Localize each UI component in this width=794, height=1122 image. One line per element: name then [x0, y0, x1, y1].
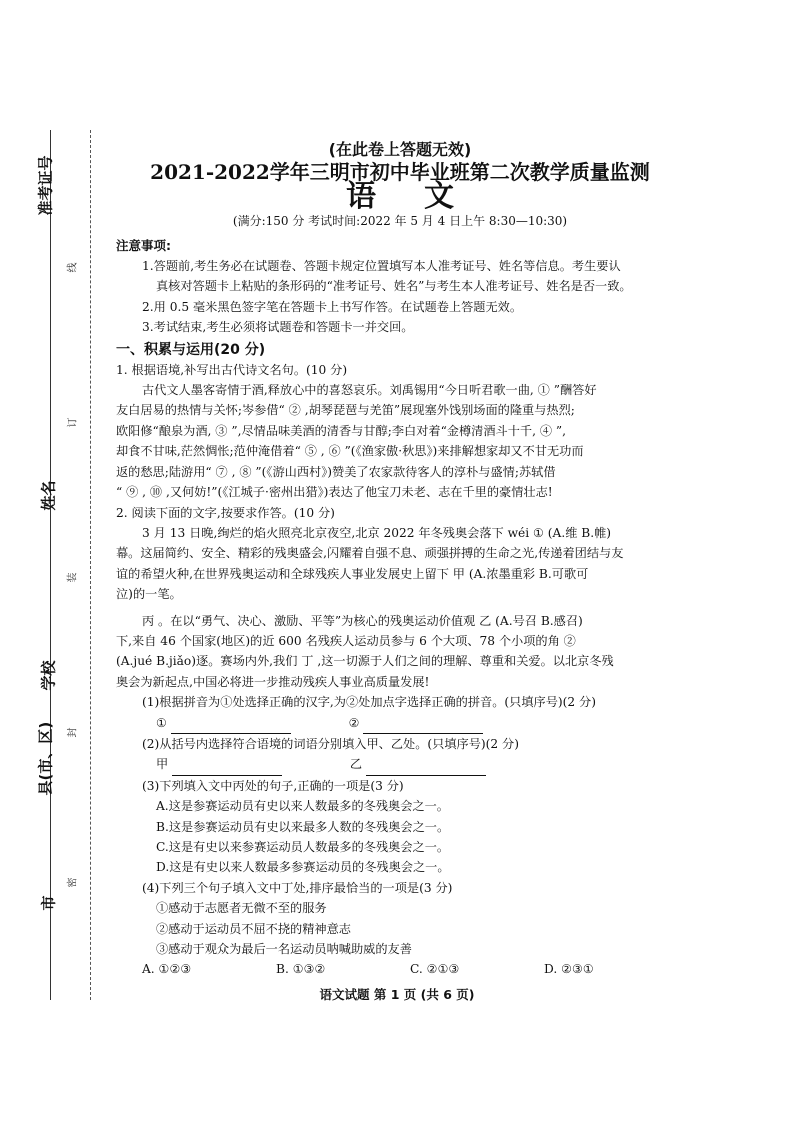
- binding-mark-ding: 订: [67, 417, 79, 428]
- q1-line: 古代文人墨客寄情于酒,释放心中的喜怒哀乐。刘禹锡用“今日听君歌一曲, ① ”酬答好: [142, 383, 597, 398]
- q2-passage-line: 3 月 13 日晚,绚烂的焰火照亮北京夜空,北京 2022 年冬残奥会落下 wéi ① (A.维 B.帷): [142, 525, 612, 540]
- instruction-item: 1.答题前,考生务必在试题卷、答题卡规定位置填写本人准考证号、姓名等信息。考生要认: [142, 259, 621, 274]
- choice-option: A.这是参赛运动员有史以来人数最多的冬残奥会之一。: [156, 799, 449, 814]
- answer-blank-label: 乙: [349, 757, 362, 772]
- instructions-title: 注意事项:: [116, 237, 171, 253]
- q2-passage-line: (A.jué B.jiǎo)逐。赛场内外,我们 丁 ,这一切源于人们之间的理解、尊重和关爱。以北京冬残: [116, 654, 614, 669]
- exam-content: [116, 140, 684, 980]
- q2-sub1-answers: [116, 713, 684, 734]
- question-1-stem: 1. 根据语境,补写出古代诗文名句。(10 分): [116, 362, 348, 377]
- sentence-item: ①感动于志愿者无微不至的服务: [156, 901, 327, 916]
- binding-mark-feng: 封: [67, 727, 79, 738]
- exam-number-label: 准考证号: [36, 155, 55, 216]
- q2-passage-line: 下,来自 46 个国家(地区)的近 600 名残疾人运动员参与 6 个大项、78 个小项的角 ②: [116, 633, 576, 648]
- q1-line: 却食不甘味,茫然惆怅;范仲淹借着“ ⑤ , ⑥ ”(《渔家傲·秋思》)来排解想家却又不甘无功而: [116, 444, 584, 459]
- name-label: 姓名: [39, 480, 58, 511]
- county-label: 县(市、区): [36, 721, 55, 796]
- binding-mark-mi: 密: [67, 877, 79, 888]
- page-footer: 语文试题 第 1 页 (共 6 页): [319, 987, 475, 1002]
- binding-mark-line: 线: [67, 262, 79, 273]
- binding-mark-zhuang: 装: [67, 572, 79, 583]
- q1-line: 欧阳修“酿泉为酒, ③ ”,尽情品味美酒的清香与甘醇;李白对着“金樽清酒斗十千, ④ ”,: [116, 423, 567, 438]
- instruction-item: 真核对答题卡上粘贴的条形码的“准考证号、姓名”与考生本人准考证号、姓名是否一致。: [156, 279, 632, 294]
- question-2-stem: 2. 阅读下面的文字,按要求作答。(10 分): [116, 505, 335, 520]
- sentence-item: ②感动于运动员不屈不挠的精神意志: [156, 921, 351, 936]
- q2-sub2-answers: [116, 754, 684, 775]
- choice-option: D.这是有史以来人数最多参赛运动员的冬残奥会之一。: [156, 860, 450, 875]
- choice-option: D. ②③①: [544, 962, 594, 977]
- instruction-item: 3.考试结束,考生必须将试题卷和答题卡一并交回。: [142, 320, 414, 335]
- answer-blank-label: 甲: [156, 757, 169, 772]
- q2-sub1: (1)根据拼音为①处选择正确的汉字,为②处加点字选择正确的拼音。(只填序号)(2 分): [142, 695, 596, 710]
- q2-passage-line: 泣)的一笔。: [116, 587, 182, 602]
- answer-blank[interactable]: [171, 713, 291, 734]
- q1-line: 友白居易的热情与关怀;岑参借“ ② ,胡琴琵琶与羌笛”展现塞外饯别场面的隆重与热烈;: [116, 403, 575, 418]
- school-label: 学校: [39, 660, 58, 691]
- q2-passage-line: 丙 。在以“勇气、决心、激励、平等”为核心的残奥运动价值观 乙 (A.号召 B.感召): [142, 613, 583, 628]
- choice-option: C. ②①③: [410, 962, 460, 977]
- answer-blank[interactable]: [172, 754, 282, 775]
- answer-blank[interactable]: [363, 713, 483, 734]
- q2-passage-line: 幕。这届简约、安全、精彩的残奥盛会,闪耀着自强不息、顽强拼搏的生命之光,传递着团结与友: [116, 546, 624, 561]
- q2-sub2: (2)从括号内选择符合语境的词语分别填入甲、乙处。(只填序号)(2 分): [142, 736, 519, 751]
- sentence-item: ③感动于观众为最后一名运动员呐喊助威的友善: [156, 942, 412, 957]
- choice-option: B.这是参赛运动员有史以来最多人数的冬残奥会之一。: [156, 819, 450, 834]
- q2-sub4-options: [116, 959, 684, 979]
- answer-blank[interactable]: [366, 754, 486, 775]
- q1-line: 返的愁思;陆游用“ ⑦ , ⑧ ”(《游山西村》)赞美了农家款待客人的淳朴与盛情;苏轼借: [116, 464, 556, 479]
- subject-title: 语文: [346, 178, 502, 214]
- q2-sub3: (3)下列填入文中丙处的句子,正确的一项是(3 分): [142, 778, 404, 793]
- choice-option: A. ①②③: [142, 962, 192, 977]
- instruction-item: 2.用 0.5 毫米黑色签字笔在答题卡上书写作答。在试题卷上答题无效。: [142, 299, 523, 314]
- city-label: 市: [39, 895, 58, 911]
- binding-line-dashed: [90, 130, 92, 1000]
- invalid-notice: (在此卷上答题无效): [328, 140, 472, 159]
- choice-option: B. ①③②: [276, 962, 326, 977]
- q2-passage-line: 谊的希望火种,在世界残奥运动和全球残疾人事业发展史上留下 甲 (A.浓墨重彩 B.可歌可: [116, 566, 589, 581]
- answer-blank-label: ①: [156, 715, 167, 730]
- answer-blank-label: ②: [348, 715, 360, 730]
- choice-option: C.这是有史以来参赛运动员人数最多的冬残奥会之一。: [156, 840, 450, 854]
- exam-title: 2021-2022学年三明市初中毕业班第二次教学质量监测: [150, 160, 650, 185]
- binding-margin: [0, 130, 112, 1000]
- q1-line: “ ⑨ , ⑩ ,又何妨!”(《江城子·密州出猎》)表达了他宝刀未老、志在千里的豪情壮志!: [116, 485, 553, 500]
- q2-passage-line: 奥会为新起点,中国必将进一步推动残疾人事业高质量发展!: [116, 674, 430, 689]
- section-heading: 一、积累与运用(20 分): [116, 341, 266, 358]
- exam-meta: (满分:150 分 考试时间:2022 年 5 月 4 日上午 8:30—10:30): [232, 214, 568, 229]
- q2-sub4: (4)下列三个句子填入文中丁处,排序最恰当的一项是(3 分): [142, 880, 453, 895]
